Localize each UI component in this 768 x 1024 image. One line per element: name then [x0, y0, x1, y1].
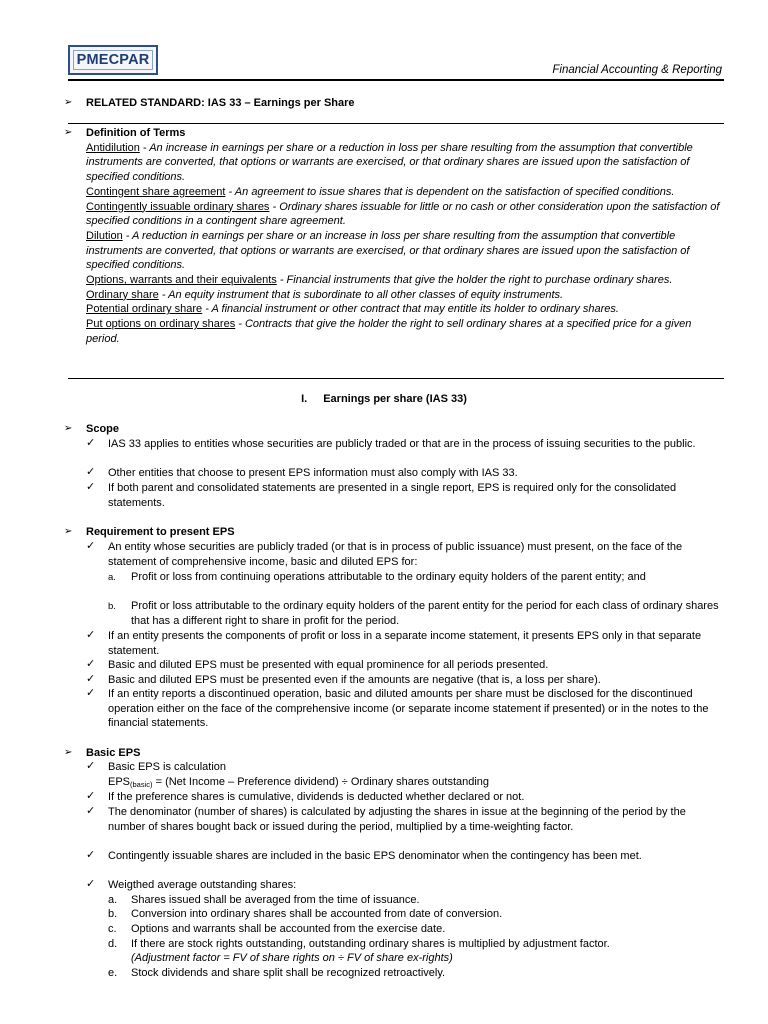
definition-desc: - An increase in earnings per share or a reduction in loss per share resulting from the assumption that convertible instruments are converted, that options or warrants are exercised, or that ordinary shares are issued upon the satisfaction of specified conditions. — [86, 141, 693, 184]
basic-eps-item: Weigthed average outstanding shares: — [108, 879, 297, 891]
arrow-bullet-icon: ➢ — [64, 526, 73, 537]
definition-desc: - An agreement to issue shares that is dependent on the satisfaction of specified conditions. — [225, 185, 675, 198]
definition-term: Contingent share agreement — [86, 185, 226, 198]
check-bullet-icon: ✓ — [86, 790, 96, 802]
basic-eps-sub-item: Stock dividends and share split shall be recognized retroactively. — [131, 967, 446, 979]
definition-item — [86, 141, 726, 185]
check-bullet-icon: ✓ — [86, 673, 96, 685]
sub-marker: c. — [108, 923, 117, 935]
definitions-top-rule — [68, 123, 724, 124]
definitions-bottom-rule — [68, 378, 724, 379]
definition-term: Antidilution — [86, 141, 140, 154]
check-bullet-icon: ✓ — [86, 849, 96, 861]
sub-marker: a. — [108, 894, 118, 906]
definition-term: Potential ordinary share — [86, 303, 203, 316]
requirement-item: If an entity presents the components of profit or loss in a separate income statement, it presents EPS only in that separate statement. — [108, 630, 702, 657]
pmecpar-logo — [68, 45, 158, 75]
requirement-item: Basic and diluted EPS must be presented with equal prominence for all periods presented. — [108, 659, 549, 671]
definition-desc: - Ordinary shares issuable for little or no cash or other consideration upon the satisfaction of specified conditions in a contingent share agreement. — [86, 200, 720, 228]
definition-item — [86, 200, 726, 229]
definition-desc: - A reduction in earnings per share or an increase in loss per share resulting from the assumption that convertible instruments are converted, that options or warrants are exercised, or that ordinary shares are issued upon the satisfaction of specified conditions. — [86, 229, 690, 272]
scope-item: Other entities that choose to present EPS information must also comply with IAS 33. — [108, 467, 518, 479]
check-bullet-icon: ✓ — [86, 437, 96, 449]
definitions-heading: Definition of Terms — [86, 127, 186, 139]
arrow-bullet-icon: ➢ — [64, 127, 73, 138]
requirement-sub-item: Profit or loss from continuing operations attributable to the ordinary equity holders of the parent entity; and — [131, 571, 646, 583]
section-heading — [0, 392, 768, 407]
requirement-sub-item: Profit or loss attributable to the ordinary equity holders of the parent entity for the period for each class of ordinary shares that has a different right to share in profit for the period. — [131, 600, 719, 627]
basic-eps-item: If the preference shares is cumulative, dividends is deducted whether declared or not. — [108, 791, 525, 803]
definition-term: Put options on ordinary shares — [86, 318, 236, 331]
sub-marker: e. — [108, 967, 118, 979]
scope-item: If both parent and consolidated statements are presented in a single report, EPS is required only for the consolidated statements. — [108, 482, 677, 509]
definition-term: Contingently issuable ordinary shares — [86, 200, 270, 213]
header-rule — [68, 79, 724, 81]
basic-eps-sub-item: Conversion into ordinary shares shall be accounted from date of conversion. — [131, 908, 503, 920]
definition-desc: - A financial instrument or other contract that may entitle its holder to ordinary shares. — [202, 303, 619, 316]
definition-item — [86, 317, 726, 346]
check-bullet-icon: ✓ — [86, 466, 96, 478]
sub-marker: d. — [108, 938, 118, 950]
basic-eps-sub-item: Options and warrants shall be accounted from the exercise date. — [131, 923, 446, 935]
arrow-bullet-icon: ➢ — [64, 97, 73, 108]
scope-item: IAS 33 applies to entities whose securities are publicly traded or that are in the process of issuing securities to the public. — [108, 438, 696, 450]
definition-term: Dilution — [86, 229, 123, 242]
sub-marker: a. — [108, 572, 116, 583]
definition-desc: - An equity instrument that is subordinate to all other classes of equity instruments. — [158, 288, 564, 301]
check-bullet-icon: ✓ — [86, 687, 96, 699]
definition-item — [86, 302, 726, 317]
section-title: Earnings per share (IAS 33) — [323, 393, 467, 405]
definitions-block — [86, 126, 726, 347]
definition-item — [86, 288, 726, 303]
sub-marker: b. — [108, 601, 116, 612]
basic-eps-sub-item: If there are stock rights outstanding, outstanding ordinary shares is multiplied by adjustment factor. — [131, 938, 610, 950]
basic-eps-item: The denominator (number of shares) is calculated by adjusting the shares in issue at the beginning of the period by the number of shares bought back or issued during the period, multiplied by a time-weighting factor. — [108, 806, 686, 833]
definition-item — [86, 229, 726, 273]
basic-eps-item: Contingently issuable shares are included in the basic EPS denominator when the contingency has been met. — [108, 850, 642, 862]
related-standard: RELATED STANDARD: IAS 33 – Earnings per Share — [86, 97, 355, 109]
arrow-bullet-icon: ➢ — [64, 423, 73, 434]
requirement-heading: Requirement to present EPS — [86, 526, 235, 538]
definition-item — [86, 273, 726, 288]
check-bullet-icon: ✓ — [86, 658, 96, 670]
check-bullet-icon: ✓ — [86, 481, 96, 493]
check-bullet-icon: ✓ — [86, 878, 96, 890]
eps-formula: $EPS_{(basic)} = (Net$ Income – Preference dividend) ÷ Ordinary shares outstanding — [108, 776, 490, 789]
logo-text: PMECPAR — [73, 50, 153, 70]
scope-heading: Scope — [86, 423, 120, 435]
requirement-item: Basic and diluted EPS must be presented even if the amounts are negative (that is, a loss per share). — [108, 674, 601, 686]
check-bullet-icon: ✓ — [86, 629, 96, 641]
check-bullet-icon: ✓ — [86, 540, 96, 552]
basic-eps-item: Basic EPS is calculation — [108, 761, 226, 773]
header-title: Financial Accounting & Reporting — [552, 64, 722, 76]
arrow-bullet-icon: ➢ — [64, 747, 73, 758]
adjustment-factor-note: (Adjustment factor = FV of share rights on ÷ FV of share ex-rights) — [131, 952, 453, 964]
basic-eps-heading: Basic EPS — [86, 747, 141, 759]
sub-marker: b. — [108, 908, 118, 920]
definition-term: Options, warrants and their equivalents — [86, 274, 277, 287]
definition-desc: - Financial instruments that give the holder the right to purchase ordinary shares. — [276, 274, 673, 287]
requirement-item: If an entity reports a discontinued operation, basic and diluted amounts per share must be disclosed for the discontinued operation either on the face of the comprehensive income (or separate income statement if presented) or in the notes to the financial statements. — [108, 688, 709, 730]
basic-eps-sub-item: Shares issued shall be averaged from the time of issuance. — [131, 894, 420, 906]
definition-item — [86, 185, 726, 200]
definition-desc: - Contracts that give the holder the right to sell ordinary shares at a specified price for a given period. — [86, 318, 692, 345]
check-bullet-icon: ✓ — [86, 805, 96, 817]
definition-term: Ordinary share — [86, 288, 159, 301]
check-bullet-icon: ✓ — [86, 760, 96, 772]
requirement-item: An entity whose securities are publicly traded (or that is in process of public issuance) must present, on the face of the statement of comprehensive income, basic and diluted EPS for: — [108, 541, 683, 568]
section-number: I. — [301, 393, 308, 405]
